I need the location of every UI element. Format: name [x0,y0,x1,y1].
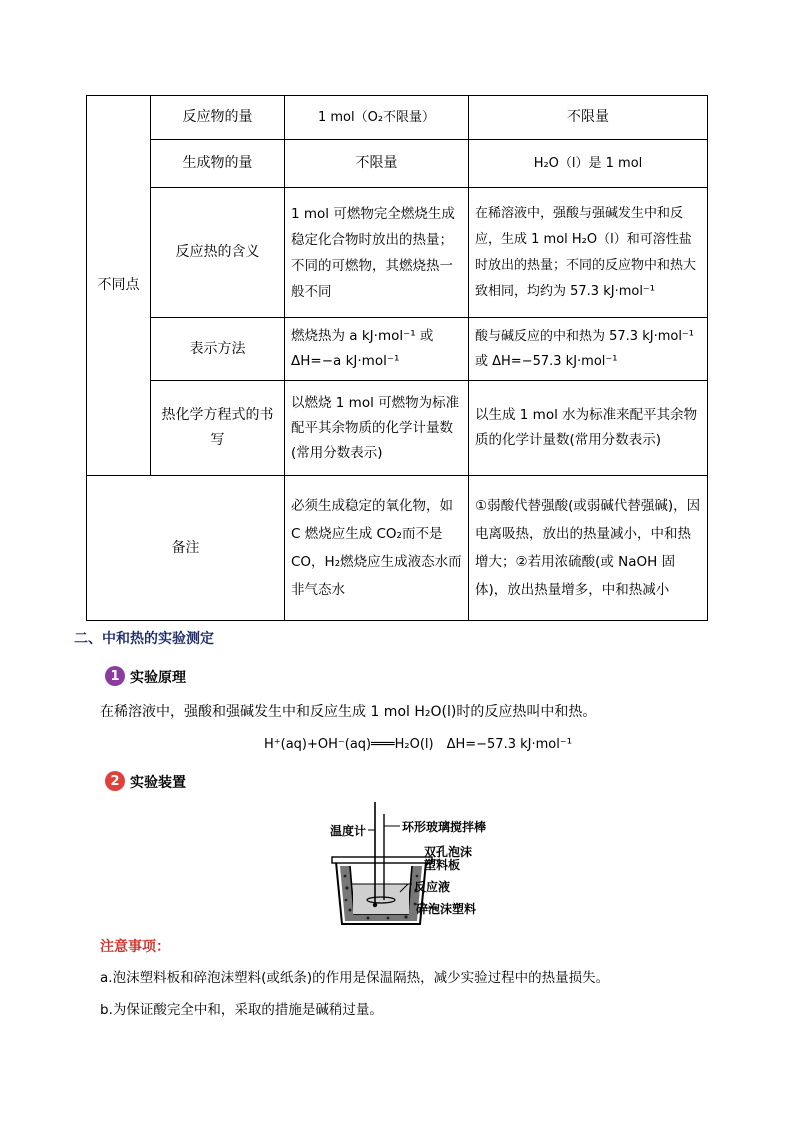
label-lid [424,846,472,872]
section-title: 二、中和热的实验测定 [74,631,214,647]
combustion-reactant: 1 mol（O₂不限量） [317,110,436,125]
combustion-meaning-text: 1 mol 可燃物完全燃烧生成稳定化合物时放出的热量；不同的可燃物，其燃烧热一般不同 [291,205,455,300]
row-label-reactant: 反应物的量 [182,109,253,125]
note-a: a.泡沫塑料板和碎泡沫塑料(或纸条)的作用是保温隔热，减少实验过程中的热量损失。 [100,970,610,986]
notes-title: 注意事项： [100,939,170,955]
combustion-meaning [285,188,468,317]
neutralization-equation [469,381,707,475]
principle-text: 在稀溶液中，强酸和强碱发生中和反应生成 1 mol H₂O(l)时的反应热叫中和热。 [100,704,597,720]
row-label-meaning: 反应热的含义 [175,244,260,260]
label-stirrer: 环形玻璃搅拌棒 [402,820,487,834]
label-liquid: 反应液 [414,880,451,894]
combustion-product: 不限量 [355,155,398,171]
neutralization-meaning [469,188,707,317]
label-foam: 碎泡沫塑料 [416,902,477,916]
combustion-equation [285,381,468,475]
note-neutralization-text: ①弱酸代替强酸(或弱碱代替强碱)，因电离吸热，放出的热量减小，中和热增大；②若用浓硫酸(或 NaOH 固体)，放出热量增多，中和热减小 [475,498,701,598]
badge-apparatus: 2 [105,771,125,791]
note-combustion-text: 必须生成稳定的氧化物，如 C 燃烧应生成 CO₂而不是 CO，H₂燃烧应生成液态水而非气态水 [291,498,462,598]
apparatus-diagram [328,800,488,936]
note-b: b.为保证酸完全中和，采取的措施是碱稍过量。 [100,1002,383,1018]
principle-equation: H⁺(aq)+OH⁻(aq)═══H₂O(l) ΔH=−57.3 kJ·mol⁻¹ [264,737,572,752]
combustion-notation [285,318,468,380]
label-lid-line2: 塑料板 [424,858,461,872]
label-thermometer: 温度计 [330,824,367,838]
neutralization-reactant: 不限量 [567,109,609,125]
combustion-equation-text: 以燃烧 1 mol 可燃物为标准配平其余物质的化学计量数(常用分数表示) [291,394,460,461]
diff-header: 不同点 [97,277,140,293]
row-label-equation: 热化学方程式的书写 [161,407,274,448]
neutralization-product: H₂O（l）是 1 mol [533,156,643,171]
neutralization-equation-text: 以生成 1 mol 水为标准来配平其余物质的化学计量数(常用分数表示) [475,407,698,448]
row-label-notation: 表示方法 [189,340,246,357]
combustion-notation-text: 燃烧热为 a kJ·mol⁻¹ 或 ΔH=−a kJ·mol⁻¹ [291,328,434,369]
reaction-liquid [353,884,409,914]
label-lid-line1: 双孔泡沫 [424,845,473,859]
neutralization-notation [469,318,707,380]
apparatus-title: 实验装置 [130,775,186,791]
neutralization-notation-text: 酸与碱反应的中和热为 57.3 kJ·mol⁻¹或 ΔH=−57.3 kJ·mol⁻¹ [475,329,695,369]
note-combustion [285,476,468,620]
comparison-table [86,95,708,621]
foam-lid [332,857,432,863]
badge-principle: 1 [105,666,125,686]
note-label: 备注 [171,539,200,556]
neutralization-meaning-text: 在稀溶液中，强酸与强碱发生中和反应，生成 1 mol H₂O（l）和可溶性盐时放出的热量；不同的反应物中和热大致相同，均约为 57.3 kJ·mol⁻¹ [475,205,697,299]
principle-title: 实验原理 [130,670,186,686]
row-label-product: 生成物的量 [182,155,253,171]
note-neutralization [469,476,707,620]
